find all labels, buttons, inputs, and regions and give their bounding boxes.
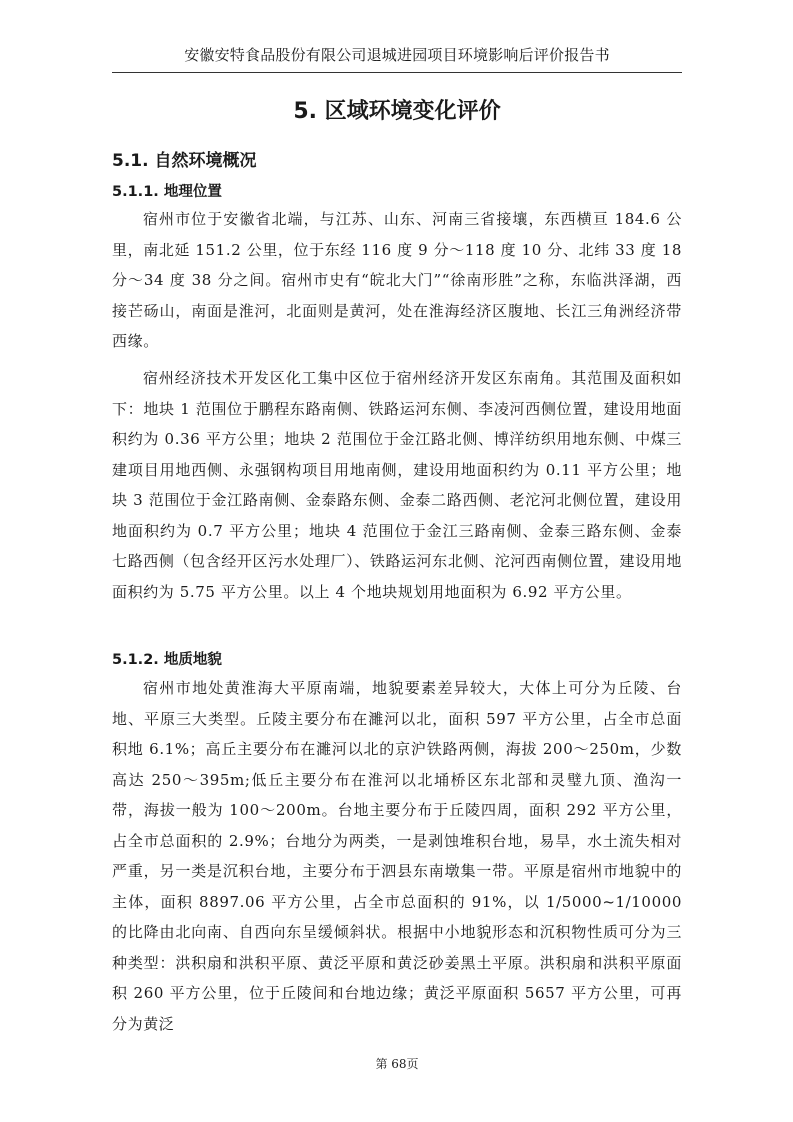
paragraph-location-2: 宿州经济技术开发区化工集中区位于宿州经济开发区东南角。其范围及面积如下：地块 1 范围位于鹏程东路南侧、铁路运河东侧、李凌河西侧位置，建设用地面积约为 0.36 平方公里；地块 2 范围位于金江路北侧、博洋纺织用地东侧、中煤三建项目用地西侧、永强钢构项目用地南侧，建设用地面积约为 0.11 平方公里；地块 3 范围位于金江路南侧、金泰路东侧、金泰二路西侧、老沱河北侧位置，建设用地面积约为 0.7 平方公里；地块 4 范围位于金江三路南侧、金泰三路东侧、金泰七路西侧（包含经开区污水处理厂）、铁路运河东北侧、沱河西南侧位置，建设用地面积约为 5.75 平方公里。以上 4 个地块规划用地面积为 6.92 平方公里。 [112, 369, 682, 601]
page-number: 第 68页 [375, 1057, 419, 1071]
paragraph-geology-1: 宿州市地处黄淮海大平原南端，地貌要素差异较大，大体上可分为丘陵、台地、平原三大类型。丘陵主要分布在濉河以北，面积 597 平方公里，占全市总面积地 6.1%；高丘主要分布在濉河以北的京沪铁路两侧，海拔 200～250m，少数高达 250～395m;低丘主要分布在淮河以北埇桥区东北部和灵璧九顶、渔沟一带，海拔一般为 100～200m。台地主要分布于丘陵四周，面积 292 平方公里，占全市总面积的 2.9%；台地分为两类，一是剥蚀堆积台地，易旱，水土流失相对严重，另一类是沉积台地，主要分布于泗县东南墩集一带。平原是宿州市地貌中的主体，面积 8897.06 平方公里，占全市总面积的 91%，以 1/5000~1/10000 的比降由北向南、自西向东呈缓倾斜状。根据中小地貌形态和沉积物性质可分为三种类型：洪积扇和洪积平原、黄泛平原和黄泛砂姜黑土平原。洪积扇和洪积平原面积 260 平方公里，位于丘陵间和台地边缘；黄泛平原面积 5657 平方公里，可再分为黄泛 [112, 679, 682, 1033]
paragraph-location-1: 宿州市位于安徽省北端，与江苏、山东、河南三省接壤，东西横亘 184.6 公里，南北延 151.2 公里，位于东经 116 度 9 分～118 度 10 分、北纬 33 度 18 分～34 度 38 分之间。宿州市史有“皖北大门”“徐南形胜”之称，东临洪泽湖，西接芒砀山，南面是淮河，北面则是黄河，处在淮海经济区腹地、长江三角洲经济带西缘。 [112, 210, 682, 350]
section-title: 5.1. 自然环境概况 [112, 151, 257, 171]
header-divider [112, 72, 682, 73]
chapter-title: 5. 区域环境变化评价 [293, 99, 501, 124]
subsection-title-geology: 5.1.2. 地质地貌 [112, 652, 222, 668]
subsection-title-location: 5.1.1. 地理位置 [112, 184, 222, 200]
report-header-title: 安徽安特食品股份有限公司退城进园项目环境影响后评价报告书 [184, 46, 610, 64]
